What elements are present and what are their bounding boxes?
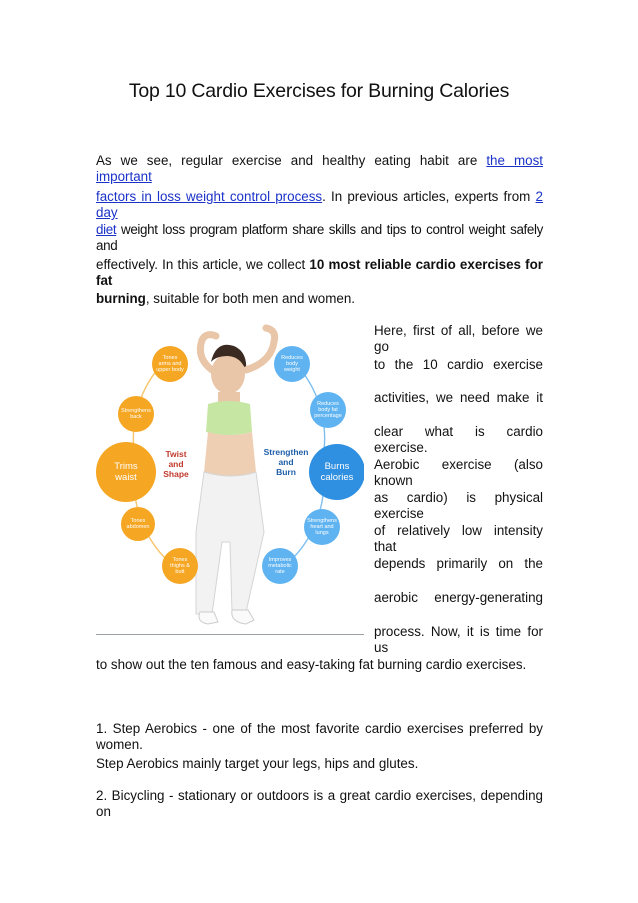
svg-text:Tonesabdomen: Tones abdomen: [126, 518, 150, 530]
link-most-important[interactable]: the most important: [96, 153, 543, 184]
left-hub-text: Twist and Shape: [163, 449, 189, 479]
right-col-line: of relatively low intensity that: [374, 523, 543, 554]
page-title: Top 10 Cardio Exercises for Burning Calories: [128, 80, 510, 102]
svg-text:Reducesbody fatpercentage: Reduces body fat percentage: [314, 401, 342, 419]
intro-line-1: As we see, regular exercise and healthy eating habit are the most important: [96, 153, 543, 184]
intro-line-5: burning, suitable for both men and women.: [96, 291, 356, 306]
intro-line-2: factors in loss weight control process. In previous articles, experts from 2 day: [96, 189, 543, 220]
svg-text:Tonesarms andupper body: Tones arms and upper body: [156, 355, 184, 373]
svg-text:Trimswaist: Trims waist: [114, 461, 138, 483]
svg-text:Tonesthighs &butt: Tones thighs & butt: [170, 557, 190, 575]
left-item-0: [152, 346, 188, 382]
list-item-2-line-1: 2. Bicycling - stationary or outdoors is a great cardio exercises, depending on: [96, 788, 543, 819]
right-col-line: Here, first of all, before we go: [374, 323, 543, 354]
right-col-line: clear what is cardio exercise.: [374, 424, 543, 455]
cardio-infographic: [96, 322, 364, 635]
right-hub-text: Strengthen and Burn: [263, 447, 309, 477]
link-loss-weight-factors[interactable]: factors in loss weight control process: [96, 189, 323, 204]
left-item-3: [162, 548, 198, 584]
right-item-2: [304, 509, 340, 545]
after-figure-line: to show out the ten famous and easy-taking fat burning cardio exercises.: [96, 657, 527, 672]
svg-text:Strengthensheart andlungs: Strengthens heart and lungs: [307, 518, 337, 536]
right-col-line: activities, we need make it: [374, 390, 543, 405]
right-item-1: [310, 392, 346, 428]
right-col-line: depends primarily on the: [374, 556, 543, 571]
right-big-circle: [309, 444, 364, 500]
left-item-1: [118, 396, 154, 432]
right-item-3: [262, 548, 298, 584]
list-item-1-line-1: 1. Step Aerobics - one of the most favorite cardio exercises preferred by women.: [96, 721, 543, 752]
link-diet[interactable]: diet: [96, 222, 117, 237]
svg-text:Reducesbodyweight: Reduces body weight: [281, 355, 303, 373]
intro-line-4: effectively. In this article, we collect 10 most reliable cardio exercises for fat: [96, 257, 543, 288]
left-big-circle: [96, 442, 156, 502]
link-2-day[interactable]: 2 day: [96, 189, 543, 220]
right-col-line: as cardio) is physical exercise: [374, 490, 543, 521]
right-col-line: to the 10 cardio exercise: [374, 357, 543, 372]
list-item-1-line-2: Step Aerobics mainly target your legs, hips and glutes.: [96, 756, 419, 771]
right-col-line: process. Now, it is time for us: [374, 624, 543, 655]
svg-text:Strengthensback: Strengthens back: [121, 408, 151, 420]
svg-text:Improvesmetabolicrate: Improves metabolic rate: [268, 557, 292, 575]
svg-text:Burnscalories: Burns calories: [320, 461, 354, 483]
right-col-line: Aerobic exercise (also known: [374, 457, 543, 488]
intro-line-3: diet weight loss program platform share skills and tips to control weight safely and: [96, 222, 543, 253]
left-item-2: [121, 507, 155, 541]
woman-figure: [196, 328, 275, 624]
right-col-line: aerobic energy-generating: [374, 590, 543, 605]
right-item-0: [274, 346, 310, 382]
